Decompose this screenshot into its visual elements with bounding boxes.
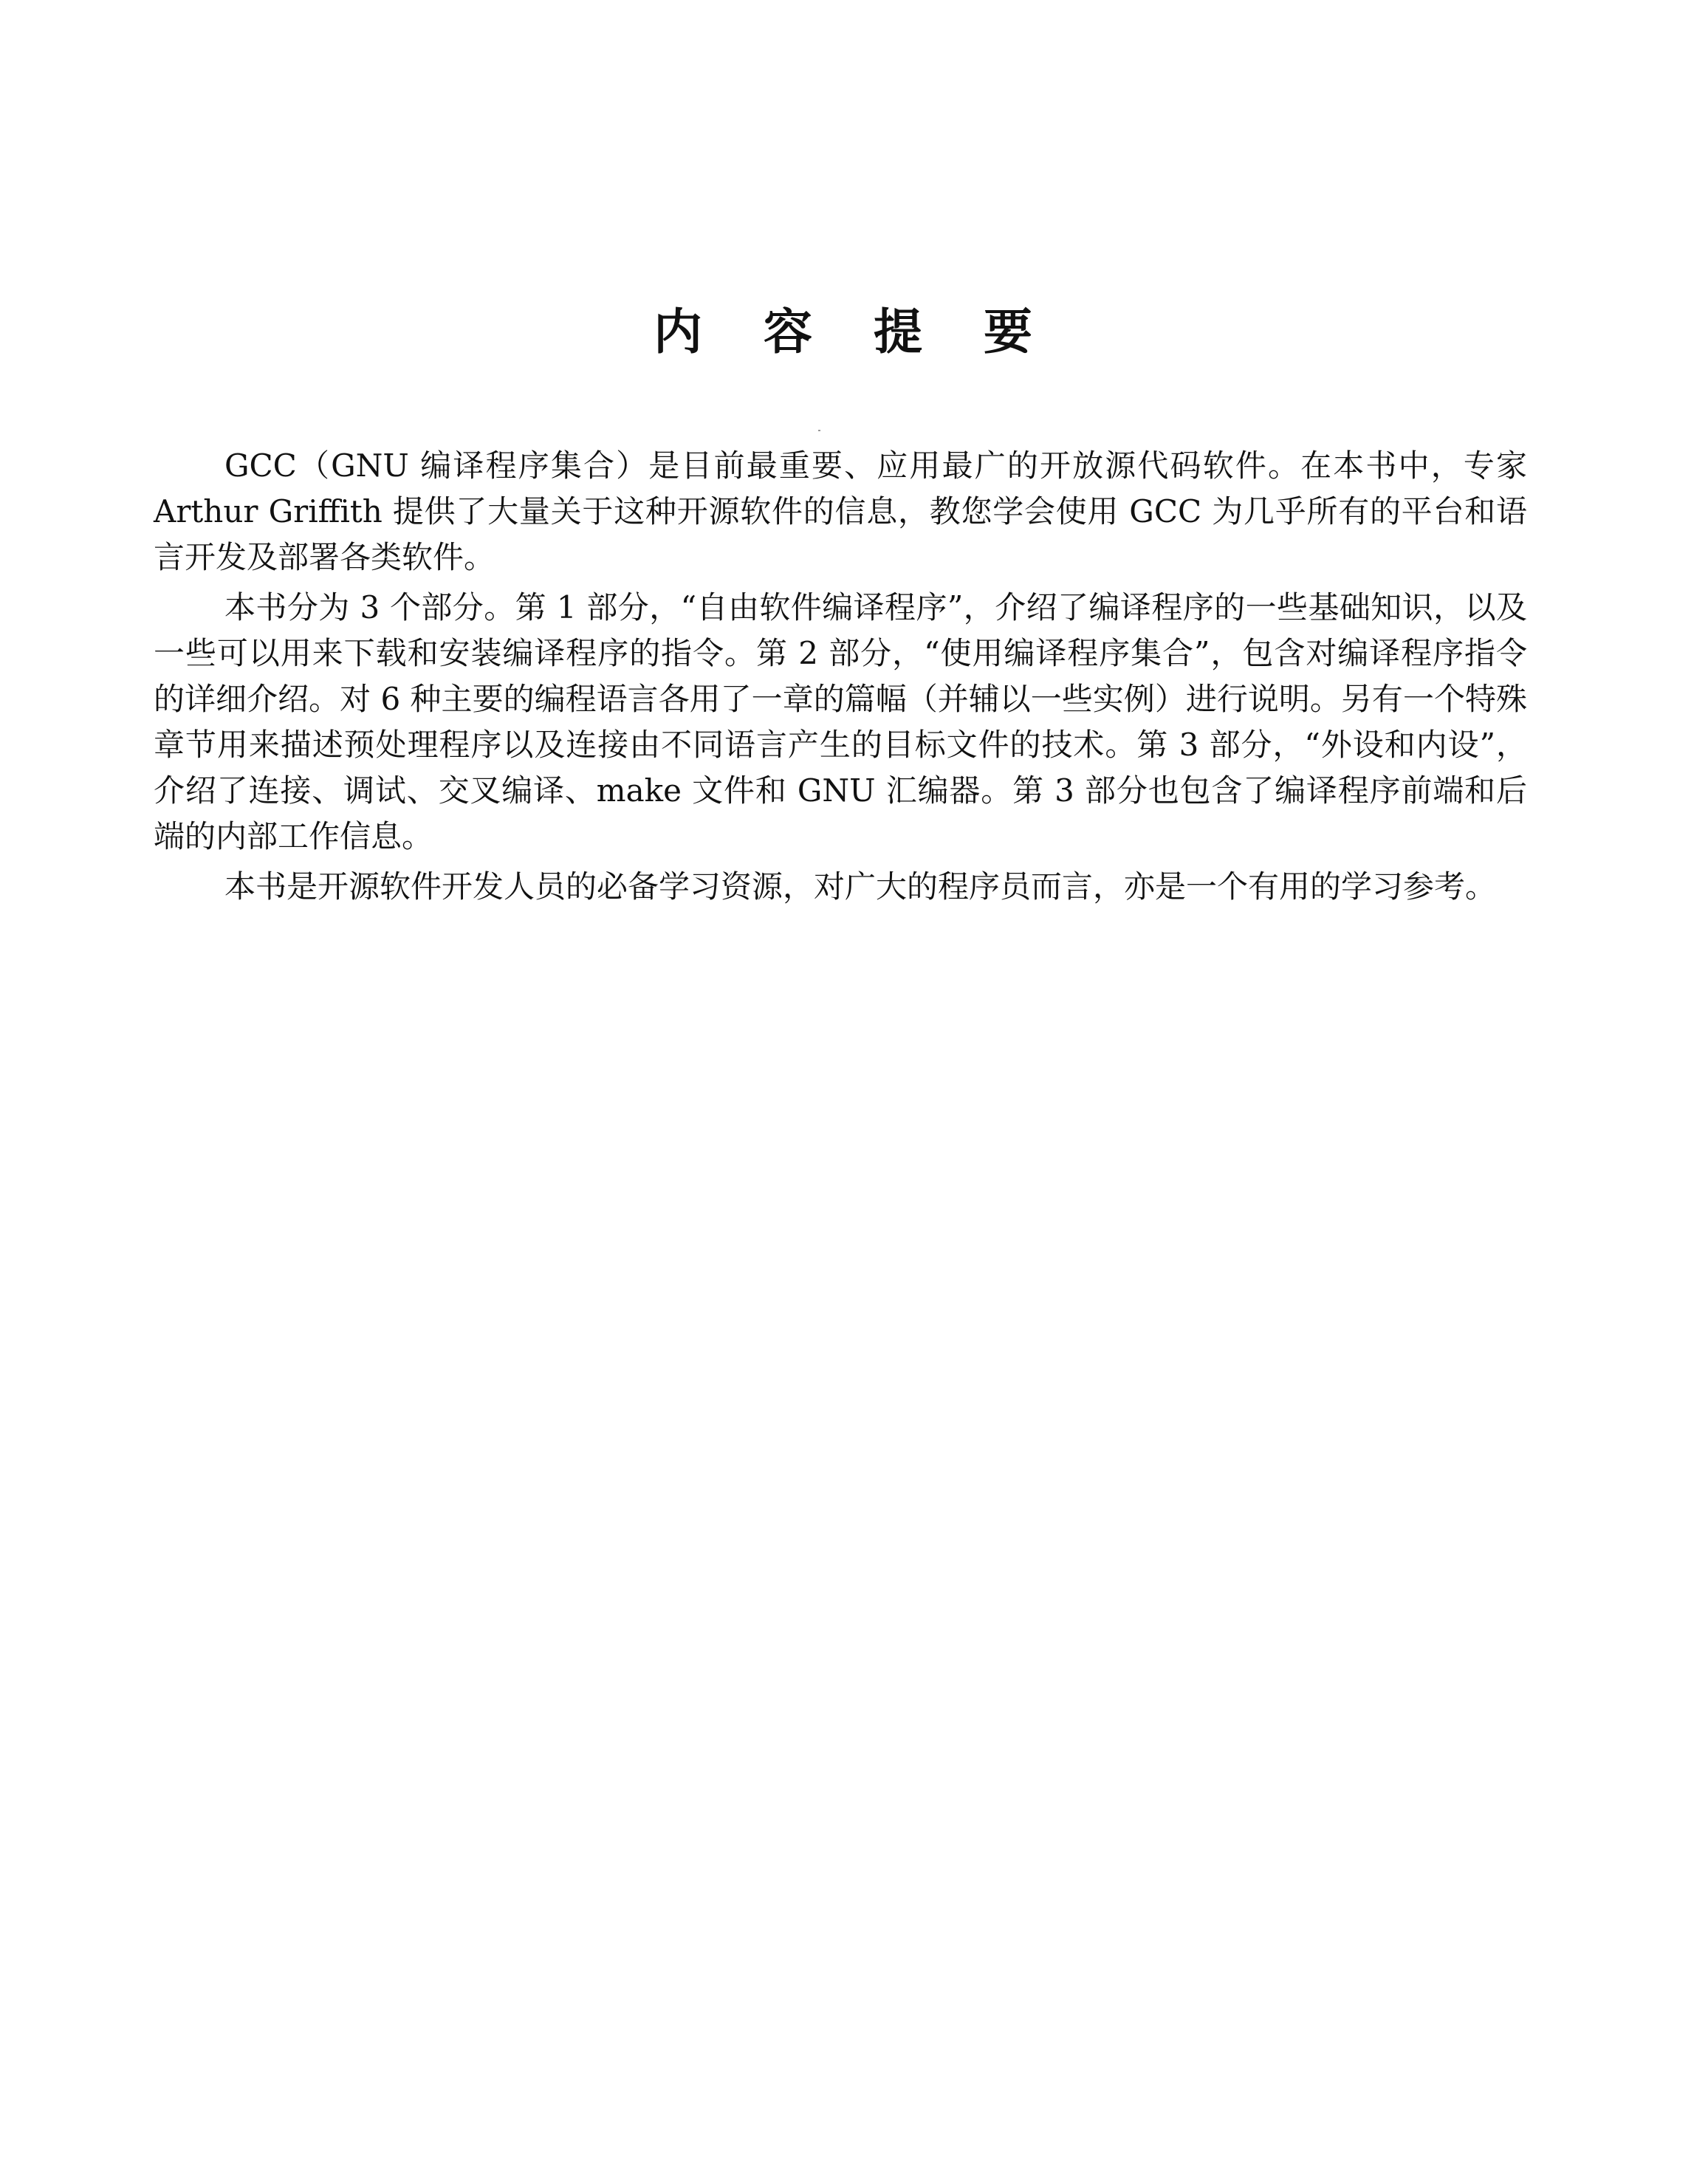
paragraph-structure: 本书分为 3 个部分。第 1 部分，“自由软件编译程序”，介绍了编译程序的一些基础知识，以及一些可以用来下载和安装编译程序的指令。第 2 部分，“使用编译程序集合”，包含对编译程序指令的详细介绍。对 6 种主要的编程语言各用了一章的篇幅（并辅以一些实例）进行说明。另有一个特殊章节用来描述预处理程序以及连接由不同语言产生的目标文件的技术。第 3 部分，“外设和内设”，介绍了连接、调试、交叉编译、make 文件和 GNU 汇编器。第 3 部分也包含了编译程序前端和后端的内部工作信息。	[154, 589, 1527, 854]
summary-body	[154, 443, 1527, 914]
page-title: 内 容 提 要	[654, 303, 1054, 360]
paragraph-audience: 本书是开源软件开发人员的必备学习资源，对广大的程序员而言，亦是一个有用的学习参考。	[224, 868, 1497, 905]
scan-speck	[818, 430, 820, 431]
paragraph-intro: GCC（GNU 编译程序集合）是目前最重要、应用最广的开放源代码软件。在本书中，专家 Arthur Griffith 提供了大量关于这种开源软件的信息，教您学会使用 GCC 为几乎所有的平台和语言开发及部署各类软件。	[154, 447, 1527, 575]
